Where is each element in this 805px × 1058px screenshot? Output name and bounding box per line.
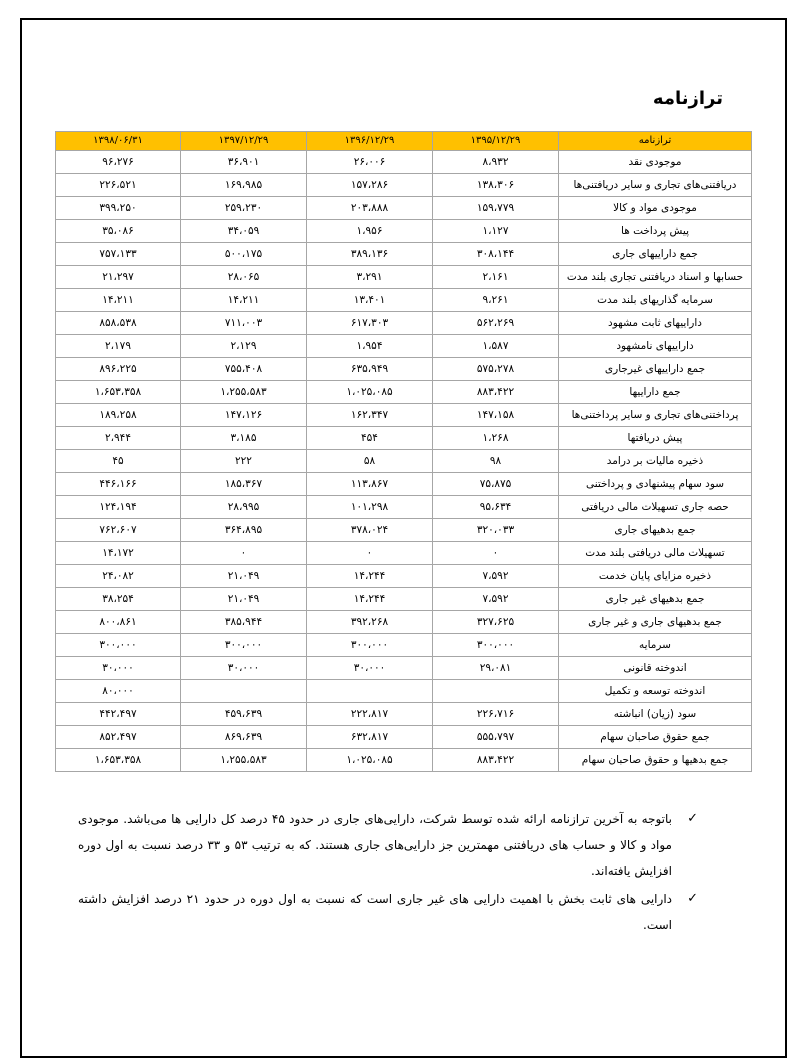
cell-value: ۱۴،۲۴۴	[307, 565, 433, 588]
cell-value: ۸۵۸،۵۳۸	[56, 312, 181, 335]
cell-value: ۲۲۶،۷۱۶	[433, 703, 559, 726]
cell-value: ۱۴۷،۱۲۶	[181, 404, 307, 427]
cell-value: ۳۰۰،۰۰۰	[433, 634, 559, 657]
cell-value: ۳۹۹،۲۵۰	[56, 197, 181, 220]
cell-value: ۱۴،۲۱۱	[181, 289, 307, 312]
cell-value: ۸۵۲،۴۹۷	[56, 726, 181, 749]
cell-value: ۳۲۰،۰۳۳	[433, 519, 559, 542]
row-label: داراییهای نامشهود	[559, 335, 752, 358]
cell-value: ۳۰۰،۰۰۰	[56, 634, 181, 657]
cell-value: ۷۵،۸۷۵	[433, 473, 559, 496]
cell-value: ۳۶،۹۰۱	[181, 151, 307, 174]
cell-value: ۲۸،۰۶۵	[181, 266, 307, 289]
cell-value: ۰	[433, 542, 559, 565]
cell-value: ۵۰۰،۱۷۵	[181, 243, 307, 266]
row-label: حسابها و اسناد دریافتنی تجاری بلند مدت	[559, 266, 752, 289]
cell-value: ۰	[181, 542, 307, 565]
cell-value: ۴۵	[56, 450, 181, 473]
row-label: جمع بدهیها و حقوق صاحبان سهام	[559, 749, 752, 772]
cell-value: ۳۰۰،۰۰۰	[307, 634, 433, 657]
cell-value: ۱،۰۲۵،۰۸۵	[307, 381, 433, 404]
table-row	[56, 450, 752, 473]
row-label: دریافتنی‌های تجاری و سایر دریافتنی‌ها	[559, 174, 752, 197]
cell-value: ۲۲۶،۵۲۱	[56, 174, 181, 197]
row-label: جمع بدهیهای غیر جاری	[559, 588, 752, 611]
column-header: ترازنامه	[559, 132, 752, 151]
table-row	[56, 266, 752, 289]
cell-value: ۱۵۹،۷۷۹	[433, 197, 559, 220]
cell-value: ۱۱۳،۸۶۷	[307, 473, 433, 496]
cell-value: ۳۸۹،۱۳۶	[307, 243, 433, 266]
row-label: سود سهام پیشنهادی و پرداختنی	[559, 473, 752, 496]
cell-value: ۸۰۰،۸۶۱	[56, 611, 181, 634]
row-label: اندوخته قانونی	[559, 657, 752, 680]
table-row	[56, 427, 752, 450]
row-label: جمع داراییهای جاری	[559, 243, 752, 266]
table-row	[56, 680, 752, 703]
cell-value: ۵۵۵،۷۹۷	[433, 726, 559, 749]
cell-value: ۱،۶۵۳،۳۵۸	[56, 381, 181, 404]
row-label: حصه جاری تسهیلات مالی دریافتی	[559, 496, 752, 519]
cell-value: ۷۵۵،۴۰۸	[181, 358, 307, 381]
cell-value: ۶۳۵،۹۴۹	[307, 358, 433, 381]
row-label: جمع بدهیهای جاری و غیر جاری	[559, 611, 752, 634]
cell-value: ۳،۱۸۵	[181, 427, 307, 450]
cell-value: ۲۱،۲۹۷	[56, 266, 181, 289]
cell-value: ۸۸۳،۴۲۲	[433, 381, 559, 404]
cell-value: ۴۴۶،۱۶۶	[56, 473, 181, 496]
table-row	[56, 634, 752, 657]
column-header: ۱۳۹۸/۰۶/۳۱	[56, 132, 181, 151]
cell-value: ۳۹۲،۲۶۸	[307, 611, 433, 634]
table-row	[56, 151, 752, 174]
cell-value: ۷،۵۹۲	[433, 588, 559, 611]
cell-value: ۵۷۵،۲۷۸	[433, 358, 559, 381]
cell-value: ۲،۱۷۹	[56, 335, 181, 358]
cell-value: ۱۴،۱۷۲	[56, 542, 181, 565]
cell-value: ۹۸	[433, 450, 559, 473]
table-row	[56, 289, 752, 312]
column-header: ۱۳۹۶/۱۲/۲۹	[307, 132, 433, 151]
cell-value: ۳۰،۰۰۰	[307, 657, 433, 680]
row-label: اندوخته توسعه و تکمیل	[559, 680, 752, 703]
table-row	[56, 726, 752, 749]
cell-value: ۵۶۲،۲۶۹	[433, 312, 559, 335]
column-header: ۱۳۹۵/۱۲/۲۹	[433, 132, 559, 151]
cell-value: ۳۲۷،۶۲۵	[433, 611, 559, 634]
table-row	[56, 174, 752, 197]
table-row	[56, 404, 752, 427]
cell-value	[181, 680, 307, 703]
table-row	[56, 220, 752, 243]
cell-value: ۱۸۵،۳۶۷	[181, 473, 307, 496]
cell-value: ۷۱۱،۰۰۳	[181, 312, 307, 335]
table-row	[56, 657, 752, 680]
cell-value: ۲،۹۴۴	[56, 427, 181, 450]
cell-value: ۲۱،۰۴۹	[181, 588, 307, 611]
row-label: موجودی نقد	[559, 151, 752, 174]
cell-value: ۱،۲۶۸	[433, 427, 559, 450]
row-label: ذخیره مالیات بر درامد	[559, 450, 752, 473]
cell-value: ۲۵۹،۲۳۰	[181, 197, 307, 220]
cell-value: ۱،۹۵۴	[307, 335, 433, 358]
cell-value: ۳۵،۰۸۶	[56, 220, 181, 243]
cell-value: ۱۴،۲۴۴	[307, 588, 433, 611]
cell-value: ۱،۱۲۷	[433, 220, 559, 243]
cell-value: ۲،۱۲۹	[181, 335, 307, 358]
cell-value: ۱۴۷،۱۵۸	[433, 404, 559, 427]
table-row	[56, 197, 752, 220]
table-row	[56, 496, 752, 519]
table-row	[56, 542, 752, 565]
cell-value: ۸۸۳،۴۲۲	[433, 749, 559, 772]
balance-sheet-table	[55, 131, 752, 772]
cell-value: ۱۰۱،۲۹۸	[307, 496, 433, 519]
cell-value: ۳۸،۲۵۴	[56, 588, 181, 611]
table-row	[56, 519, 752, 542]
cell-value: ۹۶،۲۷۶	[56, 151, 181, 174]
cell-value: ۴۵۹،۶۳۹	[181, 703, 307, 726]
cell-value: ۱۸۹،۲۵۸	[56, 404, 181, 427]
table-row	[56, 565, 752, 588]
table-row	[56, 243, 752, 266]
cell-value: ۱،۹۵۶	[307, 220, 433, 243]
cell-value: ۴۵۴	[307, 427, 433, 450]
cell-value: ۹،۲۶۱	[433, 289, 559, 312]
cell-value: ۶۳۲،۸۱۷	[307, 726, 433, 749]
row-label: سرمایه	[559, 634, 752, 657]
table-row	[56, 312, 752, 335]
cell-value: ۲۹،۰۸۱	[433, 657, 559, 680]
table-row	[56, 473, 752, 496]
cell-value: ۲۰۳،۸۸۸	[307, 197, 433, 220]
checkmark-icon: ✓	[687, 891, 698, 906]
note-text: دارایی های ثابت بخش با اهمیت دارایی های غیر جاری است که نسبت به اول دوره در حدود ۲۱ درصد افزایش داشته است.	[78, 892, 672, 932]
cell-value: ۱۵۷،۲۸۶	[307, 174, 433, 197]
row-label: پیش دریافتها	[559, 427, 752, 450]
table-row	[56, 611, 752, 634]
cell-value: ۲۲۲،۸۱۷	[307, 703, 433, 726]
cell-value: ۳۰۸،۱۴۴	[433, 243, 559, 266]
row-label: ذخیره مزایای پایان خدمت	[559, 565, 752, 588]
cell-value: ۳۸۵،۹۴۴	[181, 611, 307, 634]
table-row	[56, 358, 752, 381]
table-row	[56, 381, 752, 404]
cell-value: ۱،۲۵۵،۵۸۳	[181, 381, 307, 404]
cell-value: ۱،۲۵۵،۵۸۳	[181, 749, 307, 772]
cell-value	[433, 680, 559, 703]
cell-value: ۸۰،۰۰۰	[56, 680, 181, 703]
note-item	[78, 806, 698, 884]
row-label: پیش پرداخت ها	[559, 220, 752, 243]
cell-value: ۶۱۷،۳۰۳	[307, 312, 433, 335]
cell-value: ۱۲۴،۱۹۴	[56, 496, 181, 519]
cell-value: ۷۵۷،۱۳۳	[56, 243, 181, 266]
row-label: جمع داراییها	[559, 381, 752, 404]
cell-value: ۳،۲۹۱	[307, 266, 433, 289]
row-label: سرمایه گذاریهای بلند مدت	[559, 289, 752, 312]
row-label: جمع بدهیهای جاری	[559, 519, 752, 542]
cell-value: ۳۷۸،۰۲۴	[307, 519, 433, 542]
cell-value: ۲۸،۹۹۵	[181, 496, 307, 519]
cell-value: ۸،۹۳۲	[433, 151, 559, 174]
row-label: تسهیلات مالی دریافتی بلند مدت	[559, 542, 752, 565]
cell-value: ۱،۰۲۵،۰۸۵	[307, 749, 433, 772]
cell-value: ۱۶۲،۳۴۷	[307, 404, 433, 427]
column-header: ۱۳۹۷/۱۲/۲۹	[181, 132, 307, 151]
cell-value: ۲۴،۰۸۲	[56, 565, 181, 588]
row-label: موجودی مواد و کالا	[559, 197, 752, 220]
checkmark-icon: ✓	[687, 811, 698, 826]
note-item	[78, 886, 698, 938]
cell-value: ۱۳،۴۰۱	[307, 289, 433, 312]
row-label: داراییهای ثابت مشهود	[559, 312, 752, 335]
cell-value: ۳۰،۰۰۰	[56, 657, 181, 680]
cell-value: ۰	[307, 542, 433, 565]
cell-value: ۱۶۹،۹۸۵	[181, 174, 307, 197]
note-text: باتوجه به آخرین ترازنامه ارائه شده توسط شرکت، دارایی‌های جاری در حدود ۴۵ درصد کل دارایی ها می‌باشد. موجودی مواد و کالا و حساب های دریافتنی مهمترین جز دارایی‌های جاری هستند. که به ترتیب ۵۳ و ۳۳ درصد نسبت به اول دوره افزایش یافته‌اند.	[78, 812, 672, 878]
cell-value: ۱۴،۲۱۱	[56, 289, 181, 312]
cell-value: ۳۰،۰۰۰	[181, 657, 307, 680]
cell-value: ۹۵،۶۳۴	[433, 496, 559, 519]
cell-value: ۱۳۸،۳۰۶	[433, 174, 559, 197]
cell-value: ۲۲۲	[181, 450, 307, 473]
page-title: ترازنامه	[652, 88, 723, 109]
cell-value: ۸۶۹،۶۳۹	[181, 726, 307, 749]
table-row	[56, 588, 752, 611]
table-row	[56, 749, 752, 772]
cell-value: ۸۹۶،۲۲۵	[56, 358, 181, 381]
cell-value: ۷۶۲،۶۰۷	[56, 519, 181, 542]
cell-value: ۱،۵۸۷	[433, 335, 559, 358]
cell-value: ۳۴،۰۵۹	[181, 220, 307, 243]
table-row	[56, 335, 752, 358]
cell-value: ۴۴۲،۴۹۷	[56, 703, 181, 726]
row-label: جمع حقوق صاحبان سهام	[559, 726, 752, 749]
row-label: سود (زیان) انباشته	[559, 703, 752, 726]
cell-value: ۳۰۰،۰۰۰	[181, 634, 307, 657]
table-header-row	[56, 132, 752, 151]
row-label: جمع داراییهای غیرجاری	[559, 358, 752, 381]
cell-value: ۱،۶۵۳،۳۵۸	[56, 749, 181, 772]
notes-section	[78, 806, 698, 940]
cell-value: ۵۸	[307, 450, 433, 473]
cell-value: ۳۶۴،۸۹۵	[181, 519, 307, 542]
cell-value	[307, 680, 433, 703]
cell-value: ۲،۱۶۱	[433, 266, 559, 289]
row-label: پرداختنی‌های تجاری و سایر پرداختنی‌ها	[559, 404, 752, 427]
table-row	[56, 703, 752, 726]
cell-value: ۲۶،۰۰۶	[307, 151, 433, 174]
cell-value: ۲۱،۰۴۹	[181, 565, 307, 588]
cell-value: ۷،۵۹۲	[433, 565, 559, 588]
